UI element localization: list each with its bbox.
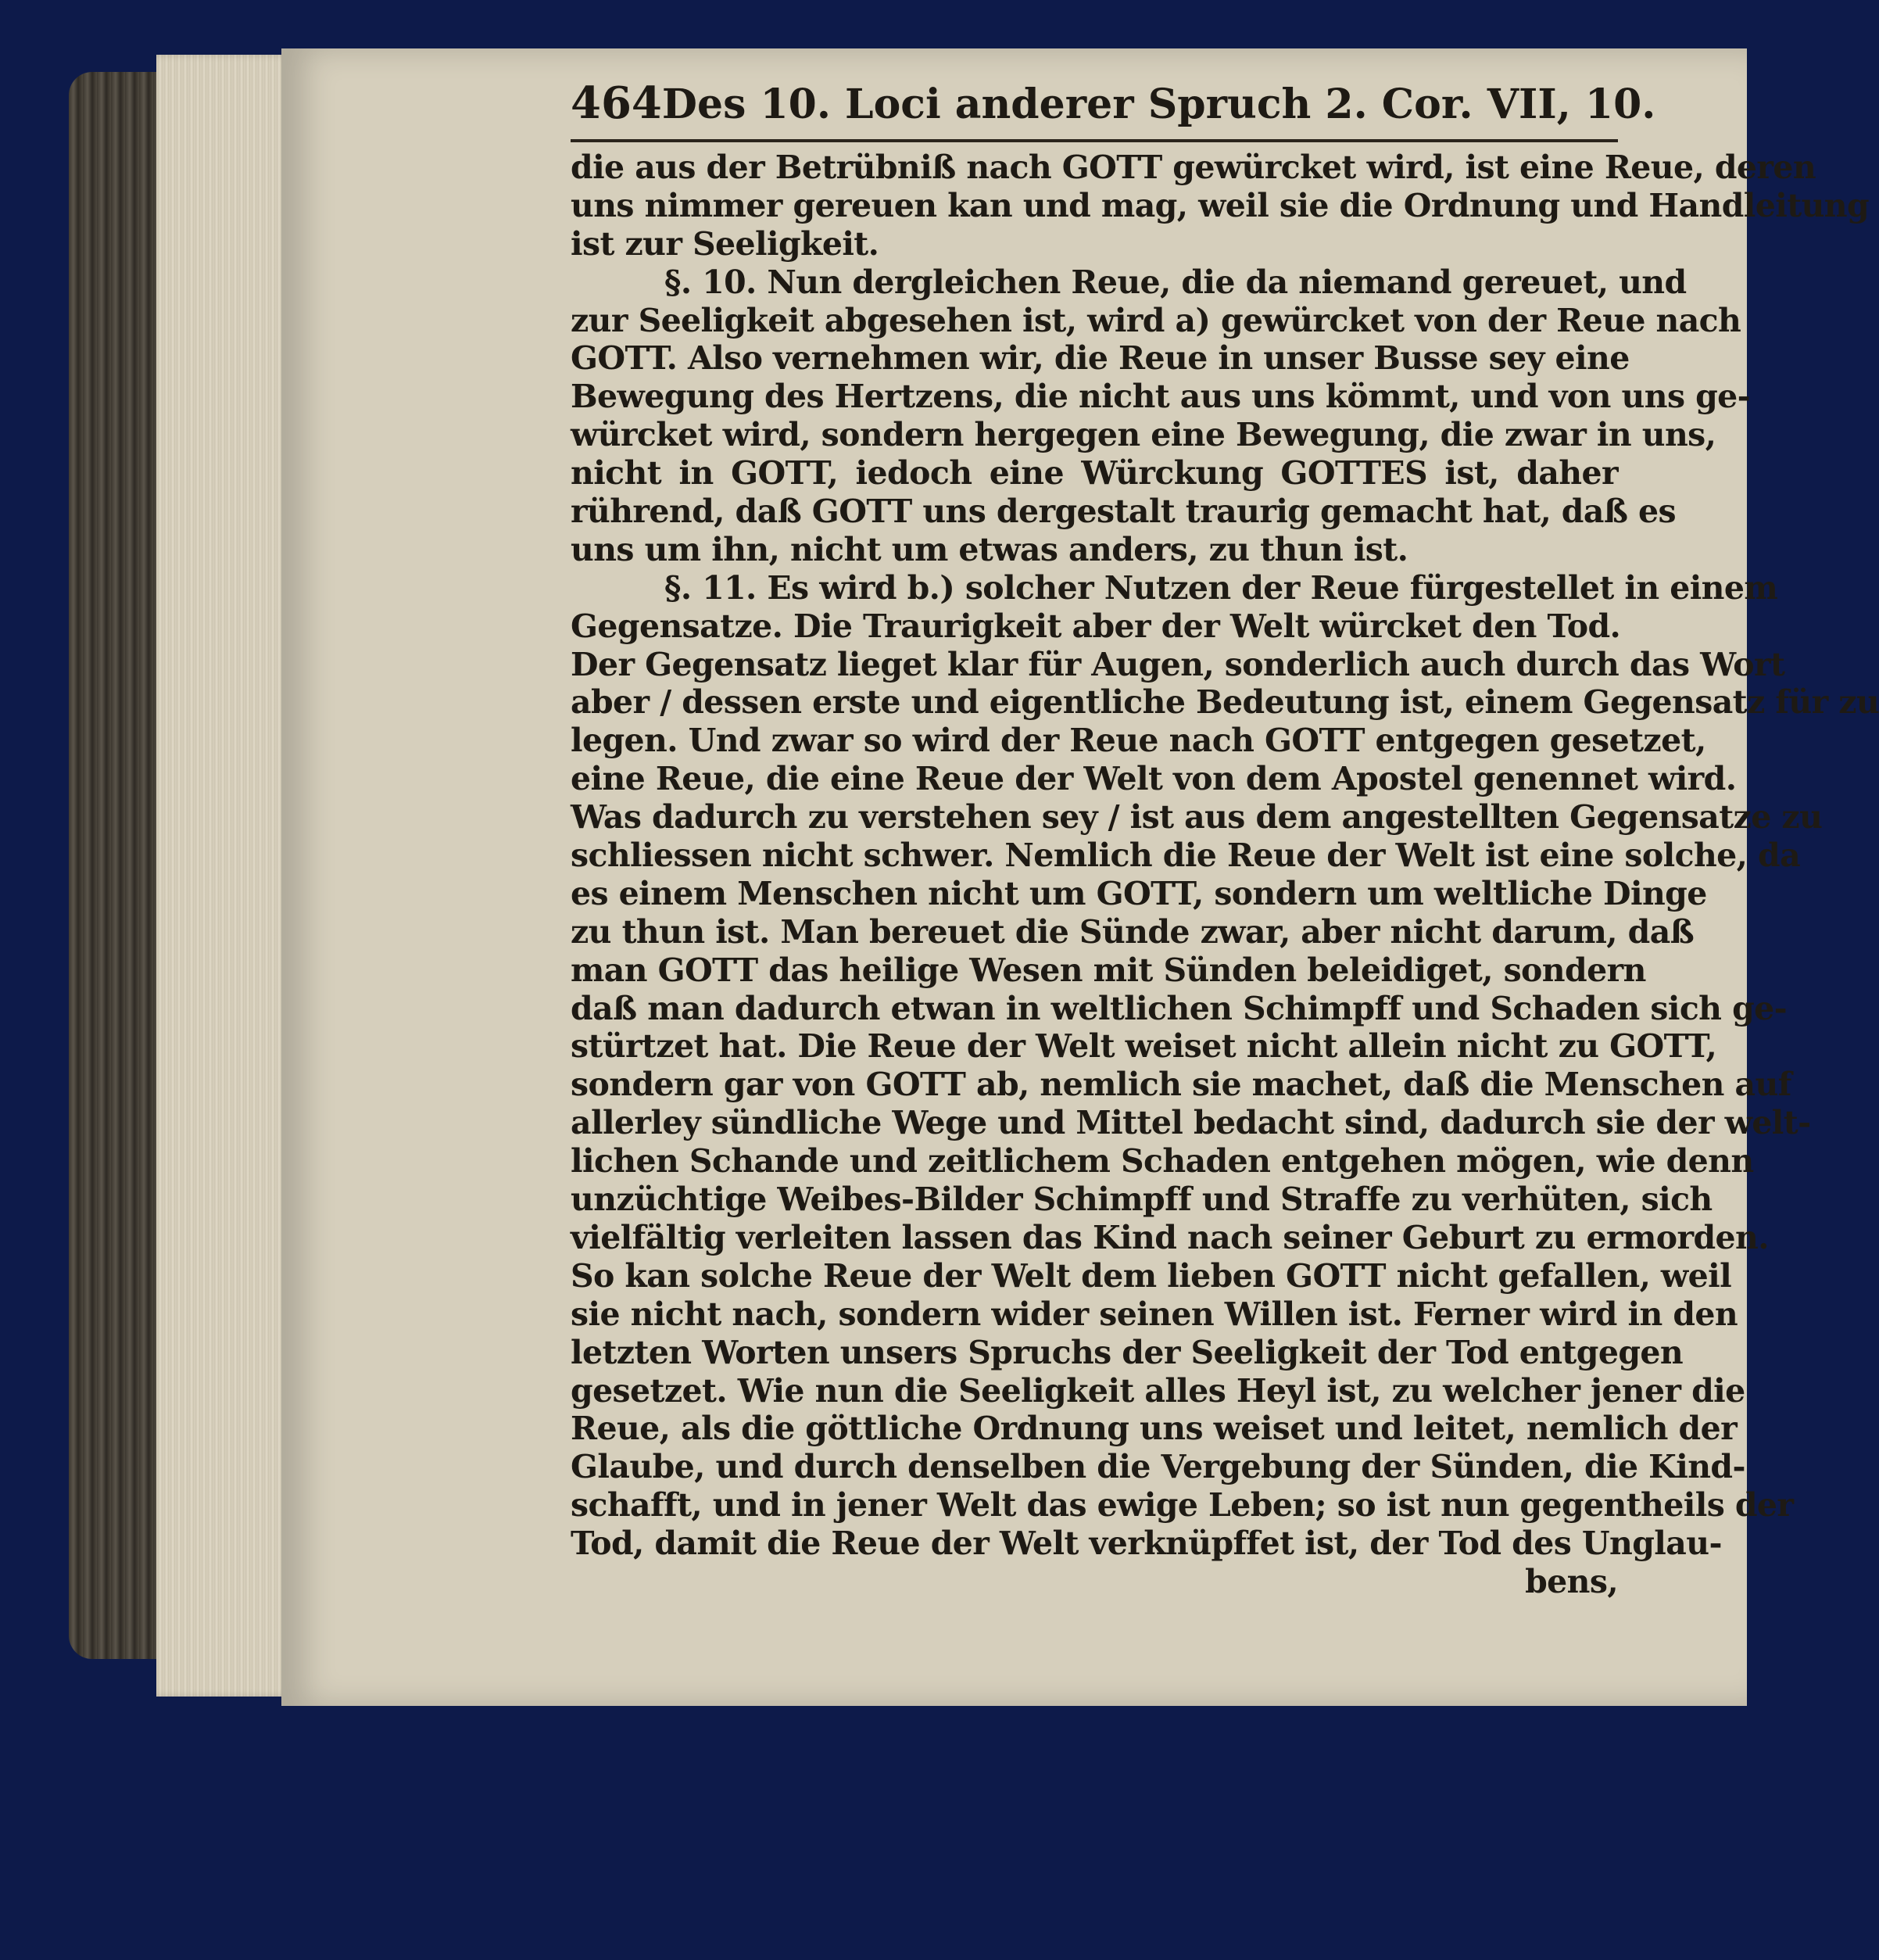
text-line: ist zur Seeligkeit. bbox=[571, 224, 879, 263]
text-line: §. 10. Nun dergleichen Reue, die da niemand gereuet, und bbox=[664, 263, 1687, 301]
text-line: Glaube, und durch denselben die Vergebung der Sünden, die Kind- bbox=[571, 1448, 1745, 1486]
text-line: stürtzet hat. Die Reue der Welt weiset nicht allein nicht zu GOTT, bbox=[571, 1027, 1717, 1066]
text-line: vielfältig verleiten lassen das Kind nach seiner Geburt zu ermorden. bbox=[571, 1218, 1769, 1256]
text-line: es einem Menschen nicht um GOTT, sondern um weltliche Dinge bbox=[571, 874, 1707, 912]
text-line: zur Seeligkeit abgesehen ist, wird a) gewürcket von der Reue nach bbox=[571, 301, 1741, 339]
text-line: man GOTT das heilige Wesen mit Sünden beleidiget, sondern bbox=[571, 951, 1646, 989]
catchword: bens, bbox=[1525, 1562, 1618, 1600]
text-line: lichen Schande und zeitlichem Schaden entgehen mögen, wie denn bbox=[571, 1142, 1754, 1181]
text-line: Der Gegensatz lieget klar für Augen, sonderlich auch durch das Wort bbox=[571, 645, 1785, 683]
page-number: 464 bbox=[571, 77, 662, 129]
text-line: gesetzet. Wie nun die Seeligkeit alles Heyl ist, zu welcher jener die bbox=[571, 1371, 1745, 1410]
text-line: Reue, als die göttliche Ordnung uns weiset und leitet, nemlich der bbox=[571, 1410, 1738, 1448]
text-line: Bewegung des Hertzens, die nicht aus uns kömmt, und von uns ge- bbox=[571, 378, 1751, 416]
text-line: Gegensatze. Die Traurigkeit aber der Welt würcket den Tod. bbox=[571, 607, 1621, 645]
text-line: letzten Worten unsers Spruchs der Seeligkeit der Tod entgegen bbox=[571, 1333, 1684, 1371]
text-line: daß man dadurch etwan in weltlichen Schimpff und Schaden sich ge- bbox=[571, 989, 1788, 1027]
text-line: uns nimmer gereuen kan und mag, weil sie die Ordnung und Handleitung bbox=[571, 186, 1870, 224]
text-line: allerley sündliche Wege und Mittel bedacht sind, dadurch sie der welt- bbox=[571, 1104, 1811, 1142]
text-line: So kan solche Reue der Welt dem lieben GOTT nicht gefallen, weil bbox=[571, 1256, 1732, 1295]
text-line: schafft, und in jener Welt das ewige Leben; so ist nun gegentheils der bbox=[571, 1486, 1794, 1525]
text-line: unzüchtige Weibes-Bilder Schimpff und Straffe zu verhüten, sich bbox=[571, 1181, 1713, 1219]
text-line: legen. Und zwar so wird der Reue nach GOTT entgegen gesetzet, bbox=[571, 722, 1706, 760]
text-line: sondern gar von GOTT ab, nemlich sie machet, daß die Menschen auf bbox=[571, 1066, 1791, 1104]
text-line: GOTT. Also vernehmen wir, die Reue in unser Busse sey eine bbox=[571, 339, 1630, 378]
text-line: würcket wird, sondern hergegen eine Bewegung, die zwar in uns, bbox=[571, 416, 1716, 454]
page-body bbox=[571, 149, 1879, 1601]
text-line: Tod, damit die Reue der Welt verknüpffet ist, der Tod des Unglau- bbox=[571, 1525, 1722, 1563]
page-content bbox=[571, 72, 1879, 1601]
text-line: §. 11. Es wird b.) solcher Nutzen der Reue fürgestellet in einem bbox=[664, 568, 1778, 607]
text-line: zu thun ist. Man bereuet die Sünde zwar, aber nicht darum, daß bbox=[571, 912, 1695, 951]
text-line: Was dadurch zu verstehen sey / ist aus dem angestellten Gegensatze zu bbox=[571, 798, 1823, 837]
text-line: rührend, daß GOTT uns dergestalt traurig gemacht hat, daß es bbox=[571, 493, 1677, 531]
text-line: eine Reue, die eine Reue der Welt von dem Apostel genennet wird. bbox=[571, 760, 1737, 798]
text-line: sie nicht nach, sondern wider seinen Willen ist. Ferner wird in den bbox=[571, 1295, 1738, 1333]
book-cover-edge bbox=[69, 72, 163, 1659]
text-line: nicht in GOTT, iedoch eine Würckung GOTTES ist, daher bbox=[571, 454, 1618, 493]
text-line: die aus der Betrübniß nach GOTT gewürcket wird, ist eine Reue, deren bbox=[571, 149, 1816, 186]
text-line: uns um ihn, nicht um etwas anders, zu thun ist. bbox=[571, 530, 1408, 568]
running-head: Des 10. Loci anderer Spruch 2. Cor. VII, 10. bbox=[661, 81, 1656, 128]
text-line: schliessen nicht schwer. Nemlich die Reue der Welt ist eine solche, da bbox=[571, 837, 1801, 875]
page-header bbox=[571, 72, 1656, 142]
text-line: aber / dessen erste und eigentliche Bedeutung ist, einem Gegensatz für zu bbox=[571, 683, 1879, 722]
